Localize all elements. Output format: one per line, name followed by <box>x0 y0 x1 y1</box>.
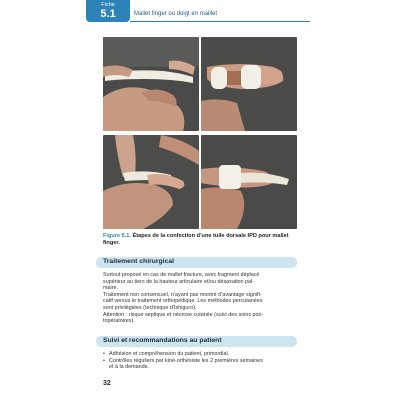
fiche-number: 5.1 <box>100 8 116 20</box>
follow-up-list <box>103 351 299 371</box>
surgical-line: maire. <box>103 285 118 292</box>
bullet-dot: • <box>103 351 105 357</box>
section-heading-surgical <box>96 257 297 268</box>
bullet-dot: • <box>103 357 105 364</box>
surgical-line: Attention : risque septique et nécrose cutanée (suivi des soins pos- <box>103 311 264 318</box>
list-item-line: Contrôles réguliers par kiné-orthésiste les 2 premières semaines <box>109 357 263 364</box>
surgical-text-block <box>103 272 299 325</box>
surgical-line: catif versus le traitement orthopédique. Les méthodes percutanées <box>103 298 263 305</box>
header-rule <box>130 21 310 22</box>
running-title: Mallet finger ou doigt en maillet <box>134 11 218 17</box>
photo-step-3-image <box>103 135 199 229</box>
photo-step-2-image <box>201 37 297 131</box>
page-number: 32 <box>103 380 111 387</box>
figure-label: Figure 5.1. <box>103 233 131 239</box>
figure-caption-text: Étapes de la confection d’une tuile dorsale IPD pour mallet finger. <box>103 233 289 246</box>
list-item-line: Adhésion et compréhension du patient, primordial. <box>109 351 230 357</box>
surgical-line: topératoires). <box>103 318 135 325</box>
section-heading-follow-up-text: Suivi et recommandations au patient <box>103 337 222 344</box>
fiche-tab <box>86 0 130 22</box>
fiche-word: Fiche <box>101 2 115 8</box>
surgical-line: Surtout proposé en cas de mallet fracture, avec fragment déplacé <box>103 272 260 278</box>
figure-caption <box>103 233 298 247</box>
photo-step-3 <box>103 135 199 229</box>
list-item-line: et à la demande. <box>109 364 150 371</box>
photo-step-4-image <box>201 135 297 229</box>
section-heading-surgical-text: Traitement chirurgical <box>103 258 175 265</box>
section-heading-follow-up <box>96 336 297 347</box>
photo-step-2 <box>201 37 297 131</box>
photo-step-4 <box>201 135 297 229</box>
photo-step-1 <box>103 37 199 131</box>
photo-step-1-image <box>103 37 199 131</box>
surgical-line: Traitement non consensuel, n’ayant pas montré d’avantage signifi- <box>103 291 262 298</box>
surgical-line: supérieur au tiers de la hauteur articulaire et/ou désaxation pal- <box>103 278 255 285</box>
list-item <box>103 351 299 358</box>
list-item <box>103 358 299 371</box>
surgical-line: sont privilégiées (technique d’Ishiguro). <box>103 304 197 311</box>
